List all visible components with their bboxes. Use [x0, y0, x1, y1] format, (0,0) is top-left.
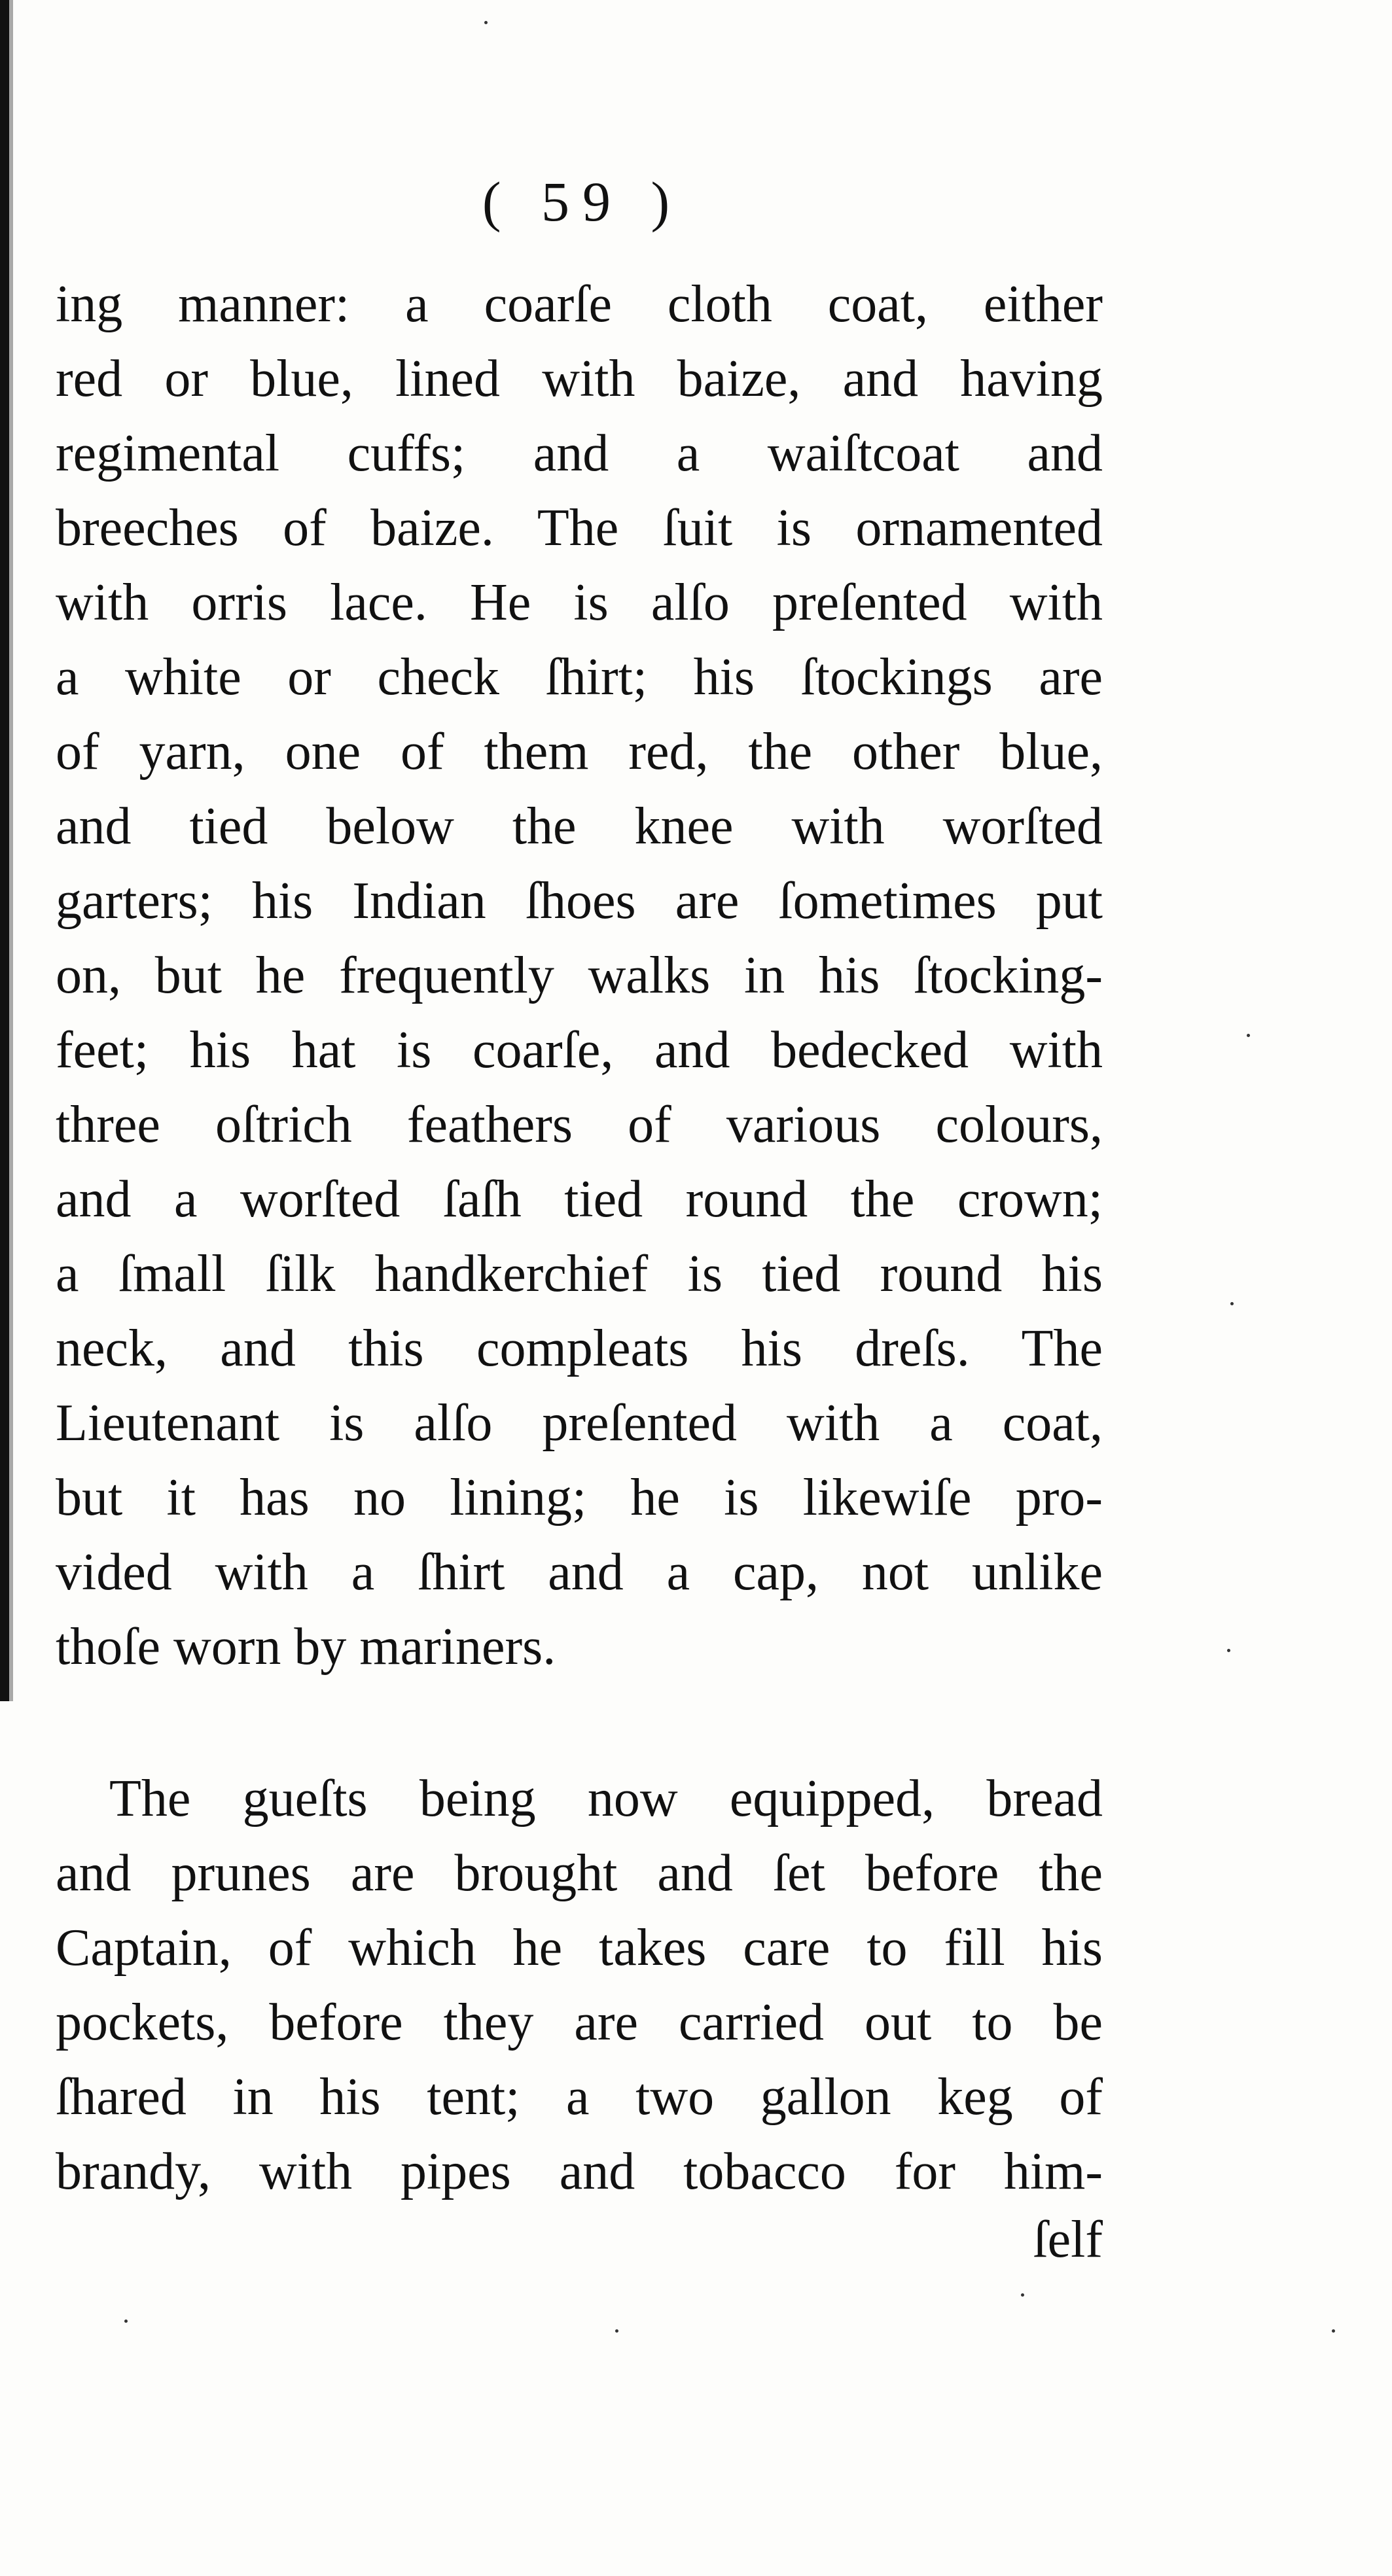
page-binding-shadow [9, 0, 13, 1701]
text-line: The gueſts being now equipped, bread [109, 1770, 1103, 1827]
paragraph-1 [56, 267, 1103, 1684]
text-line: Captain, of which he takes care to fill his [56, 1919, 1103, 1977]
text-line: feet; his hat is coarſe, and bedecked with [56, 1021, 1103, 1079]
text-line: and prunes are brought and ſet before the [56, 1844, 1103, 1902]
text-line: regimental cuffs; and a waiſtcoat and [56, 425, 1103, 482]
text-line: but it has no lining; he is likewiſe pro- [56, 1469, 1103, 1526]
text-line: thoſe worn by mariners. [56, 1618, 556, 1676]
text-line: vided with a ſhirt and a cap, not unlike [56, 1544, 1103, 1601]
text-line: neck, and this compleats his dreſs. The [56, 1320, 1103, 1377]
text-line: with orris lace. He is alſo preſented with [56, 574, 1103, 631]
catchword: ſelf [1033, 2211, 1103, 2268]
paragraph-2 [56, 1761, 1103, 2209]
text-line: a white or check ſhirt; his ſtockings are [56, 648, 1103, 706]
text-line: pockets, before they are carried out to be [56, 1994, 1103, 2051]
text-line: breeches of baize. The ſuit is ornamented [56, 499, 1103, 557]
text-line: and tied below the knee with worſted [56, 798, 1103, 855]
text-line: on, but he frequently walks in his ſtocking- [56, 947, 1103, 1004]
text-line: of yarn, one of them red, the other blue, [56, 723, 1103, 781]
text-line: ing manner: a coarſe cloth coat, either [56, 275, 1103, 333]
text-line: red or blue, lined with baize, and having [56, 350, 1103, 408]
text-line: ſhared in his tent; a two gallon keg of [56, 2068, 1103, 2126]
text-line: Lieutenant is alſo preſented with a coat, [56, 1394, 1103, 1452]
text-line: three oſtrich feathers of various colours, [56, 1096, 1103, 1154]
text-line: a ſmall ſilk handkerchief is tied round his [56, 1245, 1103, 1303]
text-line: brandy, with pipes and tobacco for him- [56, 2143, 1103, 2200]
text-line: and a worſted ſaſh tied round the crown; [56, 1171, 1103, 1228]
page-binding-edge [0, 0, 9, 1701]
text-line: garters; his Indian ſhoes are ſometimes put [56, 872, 1103, 930]
page-number-header: ( 59 ) [482, 170, 683, 233]
